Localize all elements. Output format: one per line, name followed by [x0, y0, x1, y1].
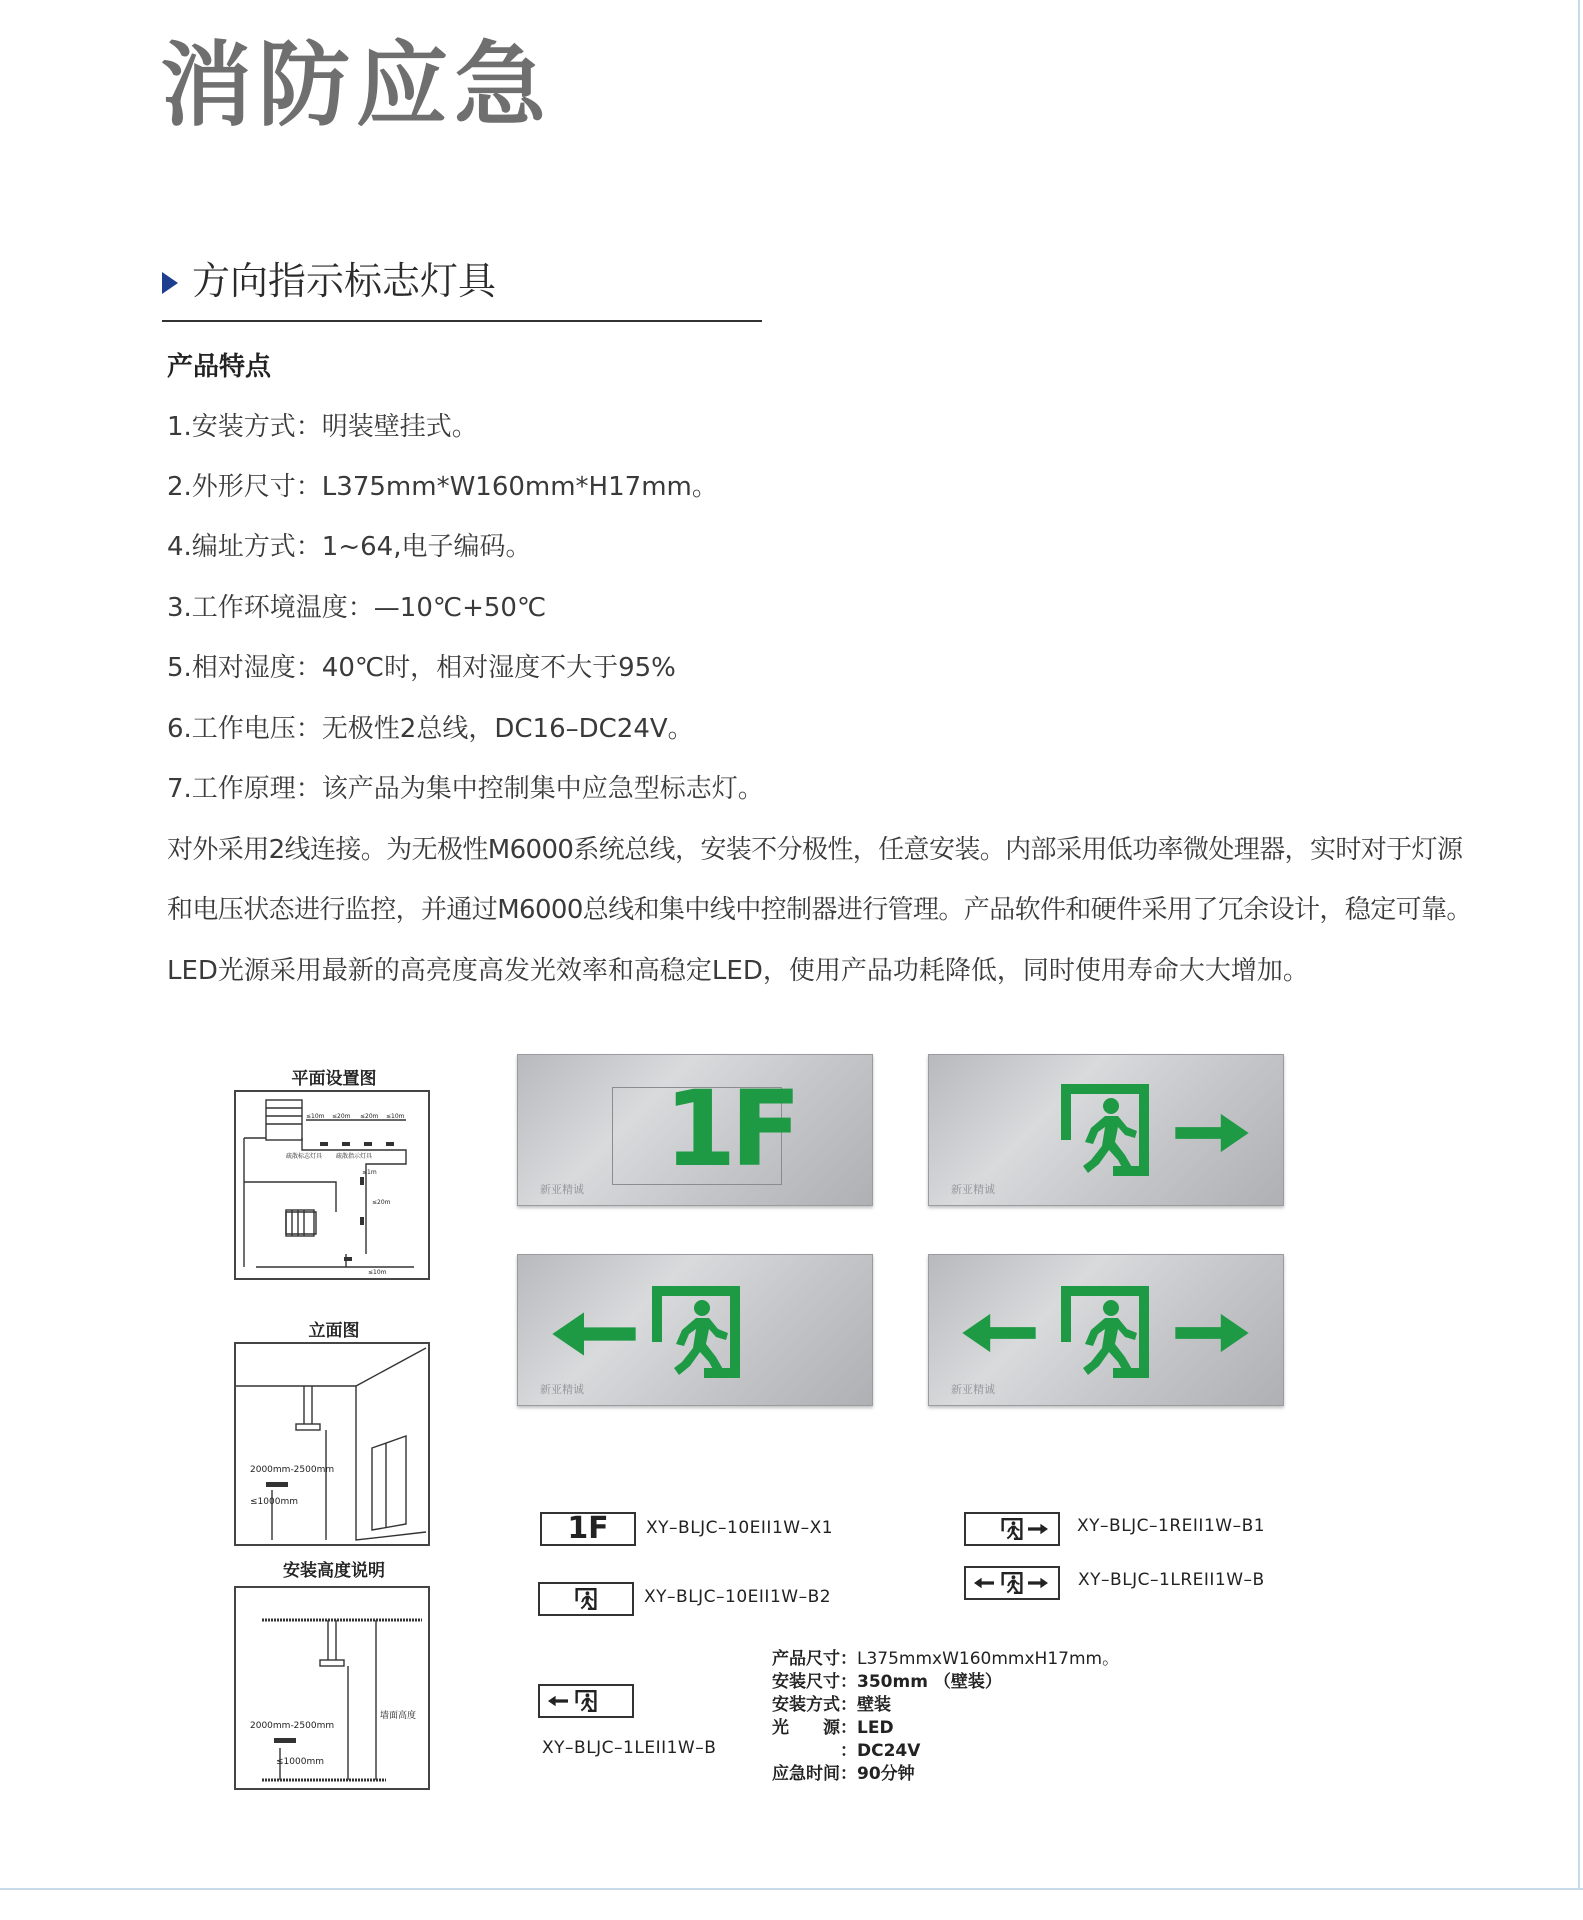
- section-divider: [162, 320, 762, 322]
- install-wall-label: 墙面高度: [380, 1711, 417, 1721]
- exit-running-man-icon: [1055, 1077, 1155, 1183]
- legend-icon-exit-right: [964, 1512, 1060, 1546]
- sign-exit-left: [517, 1254, 873, 1406]
- install-low-label: ≤1000mm: [276, 1757, 324, 1767]
- spec-row: 产品尺寸：L375mmxW160mmxH17mm。: [772, 1649, 1120, 1669]
- page-title: 消防应急: [160, 32, 553, 139]
- plan-dim-label: ≤20m: [360, 1113, 379, 1120]
- legend-icon-exit-left: [538, 1684, 634, 1718]
- plan-dim-label: ≤1m: [362, 1169, 377, 1176]
- feature-item: 3.工作环境温度：—10℃+50℃: [167, 593, 547, 623]
- arrow-left-icon: [548, 1309, 640, 1359]
- page-frame-right: [1578, 0, 1580, 1890]
- feature-item: 4.编址方式：1~64,电子编码。: [167, 532, 532, 562]
- plan-legend-label: 疏散标志灯具: [286, 1153, 323, 1160]
- sign-exit-both: [928, 1254, 1284, 1406]
- install-diagram-caption: 安装高度说明: [283, 1561, 385, 1581]
- plan-dim-label: ≤20m: [372, 1199, 391, 1206]
- description-line: 对外采用2线连接。为无极性M6000系统总线，安装不分极性，任意安装。内部采用低功率微处理器，实时对于灯源: [167, 835, 1463, 865]
- features-heading: 产品特点: [167, 352, 272, 382]
- sign-brand: 新亚精诚: [540, 1183, 584, 1196]
- plan-legend-label: 疏散指示灯具: [336, 1153, 373, 1160]
- elevation-diagram: [234, 1342, 430, 1546]
- sign-brand: 新亚精诚: [951, 1183, 995, 1196]
- feature-item: 7.工作原理：该产品为集中控制集中应急型标志灯。: [167, 774, 764, 804]
- arrow-left-icon: [959, 1311, 1039, 1355]
- sign-brand: 新亚精诚: [951, 1383, 995, 1396]
- plan-dim-label: ≤20m: [332, 1113, 351, 1120]
- sign-floor-1f: [517, 1054, 873, 1206]
- feature-item: 6.工作电压：无极性2总线，DC16–DC24V。: [167, 714, 694, 744]
- legend-model: XY–BLJC–1REII1W–B1: [1077, 1516, 1266, 1536]
- legend-model: XY–BLJC–1LEII1W–B: [542, 1738, 717, 1758]
- arrow-right-icon: [1171, 1111, 1253, 1155]
- description-line: LED光源采用最新的高亮度高发光效率和高稳定LED，使用产品功耗降低，同时使用寿命大大增加。: [167, 956, 1309, 986]
- legend-model: XY–BLJC–10EII1W–X1: [646, 1518, 834, 1538]
- feature-item: 5.相对湿度：40℃时，相对湿度不大于95%: [167, 653, 676, 683]
- spec-row: ：DC24V: [772, 1741, 921, 1761]
- plan-dim-label: ≤10m: [306, 1113, 325, 1120]
- elevation-height-label: 2000mm-2500mm: [250, 1465, 335, 1475]
- description-line: 和电压状态进行监控，并通过M6000总线和集中线中控制器进行管理。产品软件和硬件采用了冗余设计，稳定可靠。: [167, 895, 1472, 925]
- feature-item: 1.安装方式：明装壁挂式。: [167, 412, 478, 442]
- spec-row: 应急时间：90分钟: [772, 1764, 915, 1784]
- elevation-low-label: ≤1000mm: [250, 1497, 298, 1507]
- legend-model: XY–BLJC–10EII1W–B2: [644, 1587, 832, 1607]
- legend-icon-exit-both: [964, 1566, 1060, 1600]
- legend-model: XY–BLJC–1LREII1W–B: [1078, 1570, 1265, 1590]
- install-height-diagram: [234, 1586, 430, 1790]
- spec-row: 安装尺寸：350mm （壁装）: [772, 1672, 1002, 1692]
- plan-dim-label: ≤10m: [386, 1113, 405, 1120]
- plan-diagram-caption: 平面设置图: [291, 1069, 377, 1089]
- spec-row: 光 源：LED: [772, 1718, 894, 1738]
- install-height-label: 2000mm-2500mm: [250, 1721, 335, 1731]
- floor-number: 1F: [664, 1068, 796, 1190]
- sign-exit-right: [928, 1054, 1284, 1206]
- exit-running-man-icon: [1055, 1279, 1155, 1385]
- legend-icon-1f: 1F: [540, 1512, 636, 1546]
- elevation-diagram-caption: 立面图: [308, 1321, 360, 1341]
- arrow-right-icon: [1171, 1311, 1253, 1355]
- legend-icon-exit: [538, 1582, 634, 1616]
- exit-running-man-icon: [646, 1279, 746, 1385]
- plan-dim-label: ≤10m: [368, 1269, 387, 1276]
- section-title: 方向指示标志灯具: [192, 259, 497, 303]
- plan-diagram: [234, 1090, 430, 1280]
- page-frame-bottom: [0, 1888, 1583, 1890]
- spec-row: 安装方式：壁装: [772, 1695, 891, 1715]
- sign-brand: 新亚精诚: [540, 1383, 584, 1396]
- feature-item: 2.外形尺寸：L375mm*W160mm*H17mm。: [167, 472, 718, 502]
